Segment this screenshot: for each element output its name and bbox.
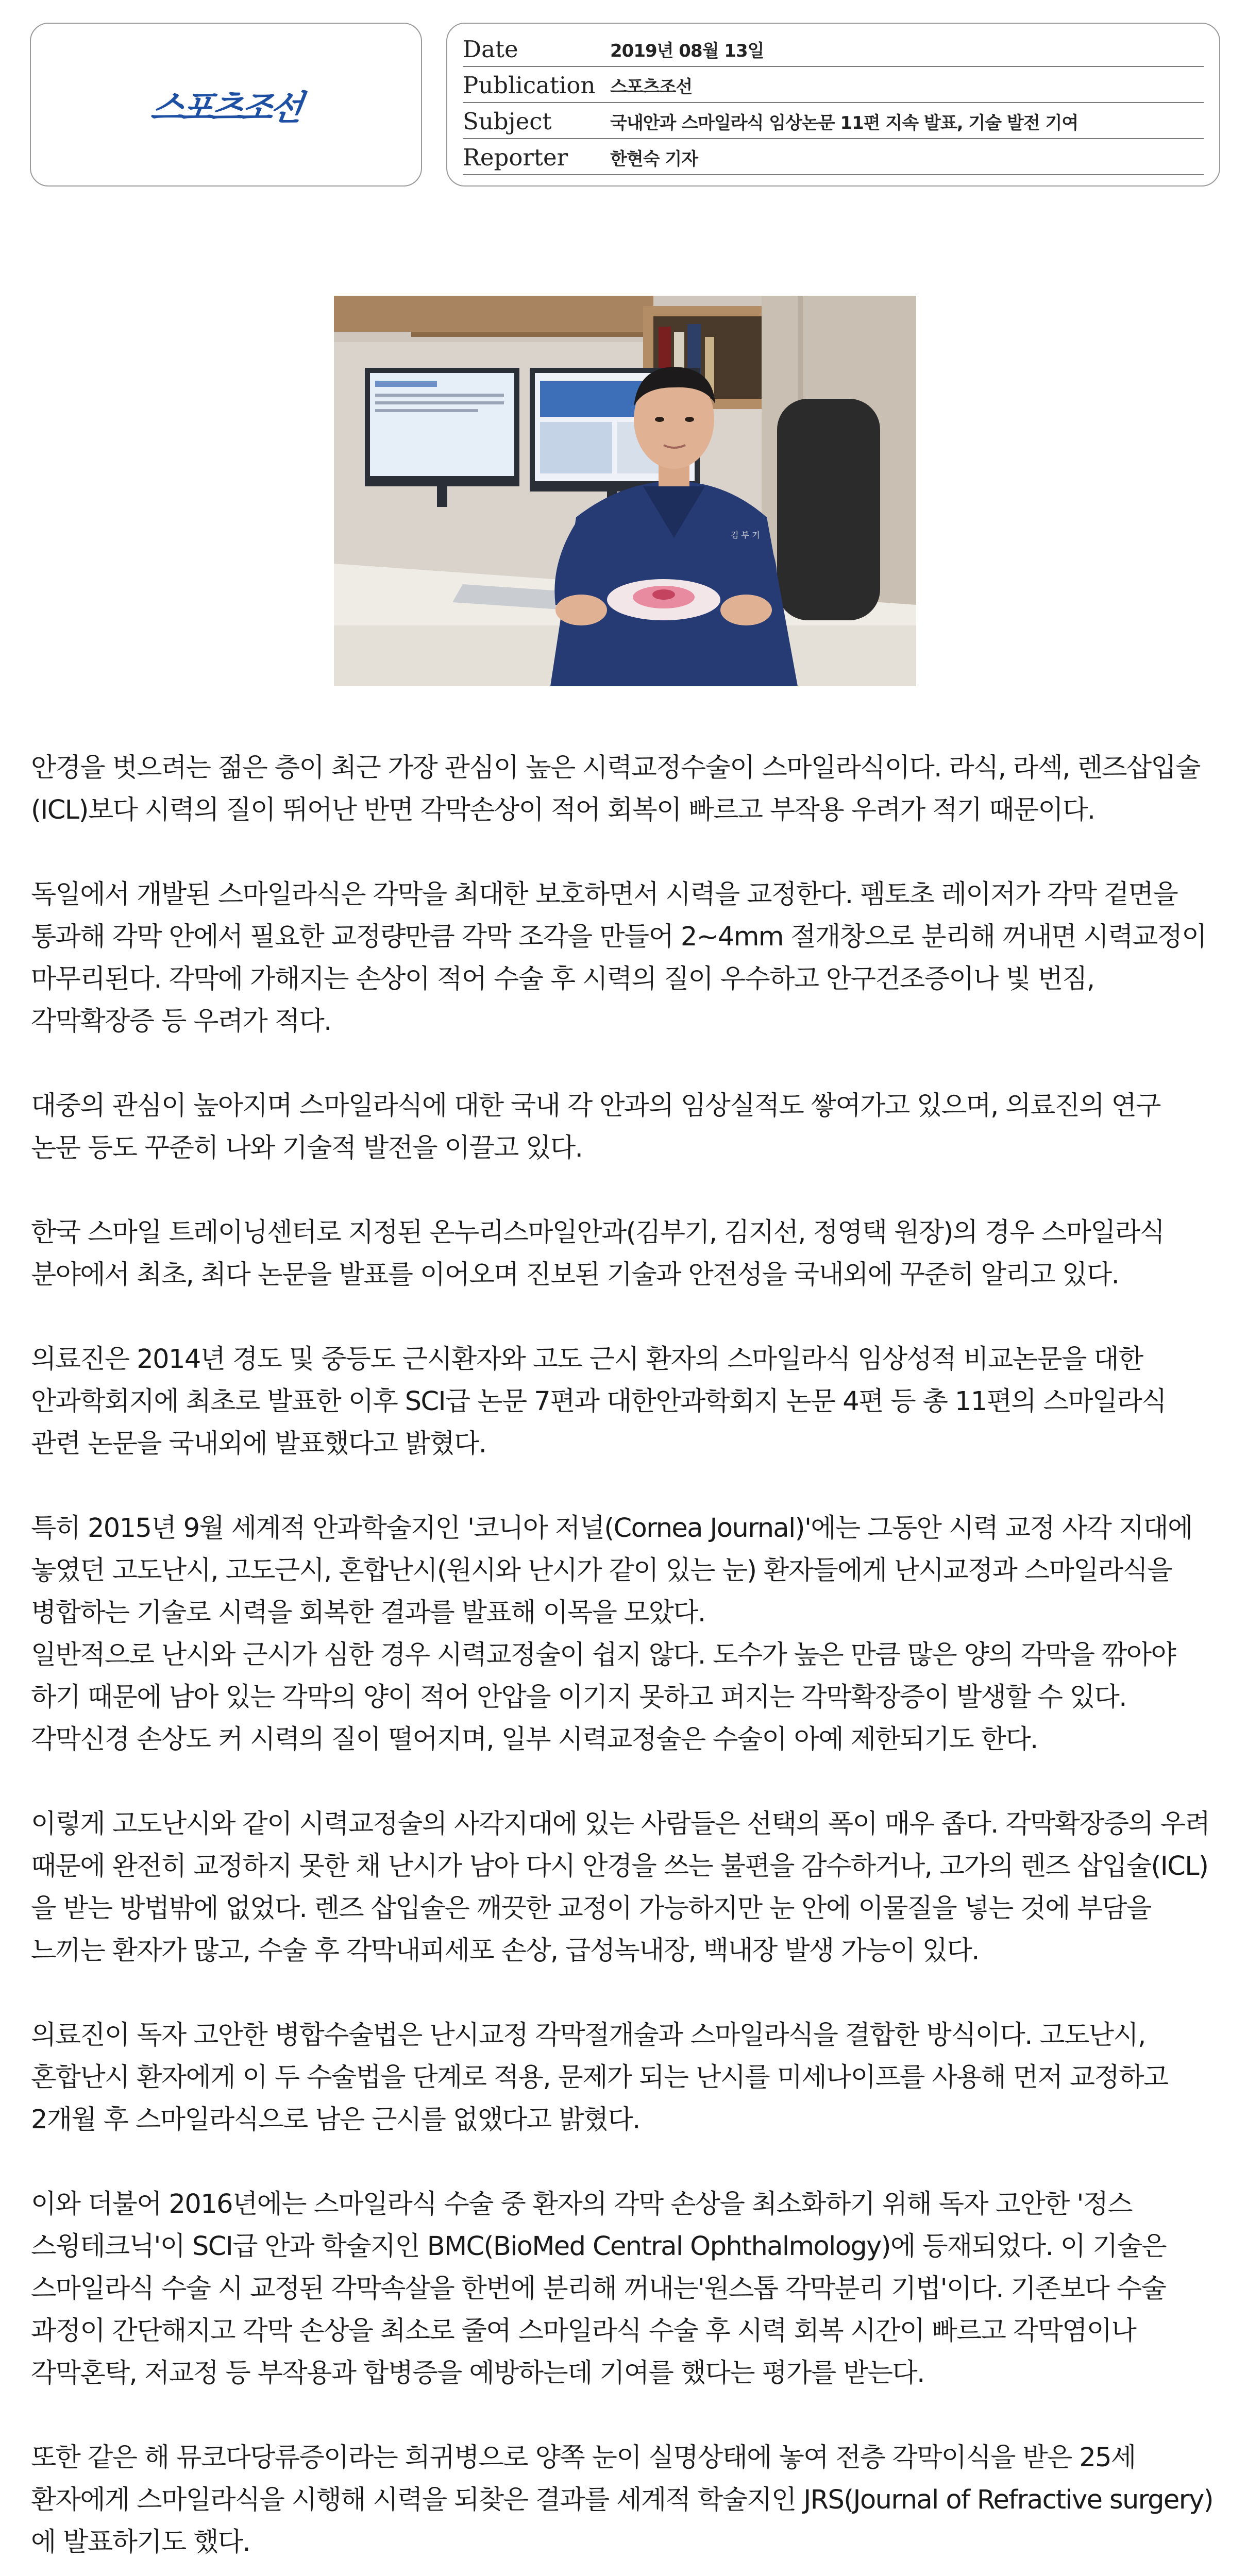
meta-row-date [463, 31, 1204, 67]
meta-row-subject [463, 103, 1204, 139]
meta-label-date: Date [463, 36, 518, 63]
article-metadata-box [446, 23, 1220, 187]
meta-value-reporter: 한현숙 기자 [610, 149, 698, 170]
article-paragraph: 안경을 벗으려는 젊은 층이 최근 가장 관심이 높은 시력교정수술이 스마일라식이다. 라식, 라섹, 렌즈삽입술(ICL)보다 시력의 질이 뛰어난 반면 각막손상이 적어 회복이 빠르고 부작용 우려가 적기 때문이다. [31, 753, 1200, 825]
meta-label-publication: Publication [463, 72, 596, 99]
article-paragraph: 일반적으로 난시와 근시가 심한 경우 시력교정술이 쉽지 않다. 도수가 높은 만큼 많은 양의 각막을 깎아야 하기 때문에 남아 있는 각막의 양이 적어 안압을 이기지 못하고 퍼지는 각막확장증이 발생할 수 있다. 각막신경 손상도 커 시력의 질이 떨어지며, 일부 시력교정술은 수술이 아예 제한되기도 한다. [31, 1640, 1183, 1755]
meta-value-subject: 국내안과 스마일라식 임상논문 11편 지속 발표, 기술 발전 기여 [610, 113, 1079, 133]
article-paragraph: 한국 스마일 트레이닝센터로 지정된 온누리스마일안과(김부기, 김지선, 정영택 원장)의 경우 스마일라식 분야에서 최초, 최다 논문을 발표를 이어오며 진보된 기술과 안전성을 국내외에 꾸준히 알리고 있다. [31, 1217, 1172, 1290]
meta-label-reporter: Reporter [463, 144, 568, 171]
meta-row-publication [463, 67, 1204, 103]
article-paragraph: 이와 더불어 2016년에는 스마일라식 수술 중 환자의 각막 손상을 최소화하기 위해 독자 고안한 '정스 스윙테크닉'이 SCI급 안과 학술지인 BMC(BioMed Central Ophthalmology)에 등재되었다. 이 기술은 스마일라식 수술 시 교정된 각막속살을 한번에 분리해 꺼내는'원스톱 각막분리 기법'이다. 기존보다 수술 과정이 간단해지고 각막 손상을 최소로 줄여 스마일라식 수술 후 시력 회복 시간이 빠르고 각막염이나 각막혼탁, 저교정 등 부작용과 합병증을 예방하는데 기여를 했다는 평가를 받는다. [31, 2189, 1174, 2388]
article-paragraph: 또한 같은 해 뮤코다당류증이라는 희귀병으로 양쪽 눈이 실명상태에 놓여 전층 각막이식을 받은 25세 환자에게 스마일라식을 시행해 시력을 되찾은 결과를 세계적 학술지인 JRS(Journal of Refractive surgery)에 발표하기도 했다. [31, 2443, 1213, 2557]
meta-label-subject: Subject [463, 108, 552, 135]
publication-logo-box [30, 23, 422, 187]
article-paragraph: 이렇게 고도난시와 같이 시력교정술의 사각지대에 있는 사람들은 선택의 폭이 매우 좁다. 각막확장증의 우려 때문에 완전히 교정하지 못한 채 난시가 남아 다시 안경을 쓰는 불편을 감수하거나, 고가의 렌즈 삽입술(ICL)을 받는 방법밖에 없었다. 렌즈 삽입술은 깨끗한 교정이 가능하지만 눈 안에 이물질을 넣는 것에 부담을 느끼는 환자가 많고, 수술 후 각막내피세포 손상, 급성녹내장, 백내장 발생 가능이 있다. [31, 1809, 1217, 1966]
article-paragraph: 대중의 관심이 높아지며 스마일라식에 대한 국내 각 안과의 임상실적도 쌓여가고 있으며, 의료진의 연구 논문 등도 꾸준히 나와 기술적 발전을 이끌고 있다. [31, 1091, 1168, 1163]
article-paragraph: 의료진은 2014년 경도 및 중등도 근시환자와 고도 근시 환자의 스마일라식 임상성적 비교논문을 대한 안과학회지에 최초로 발표한 이후 SCI급 논문 7편과 대한안과학회지 논문 4편 등 총 11편의 스마일라식 관련 논문을 국내외에 발표했다고 밝혔다. [31, 1344, 1174, 1459]
meta-row-reporter [463, 139, 1204, 175]
publication-logo: 스포츠조선 [148, 88, 303, 128]
article-paragraph: 의료진이 독자 고안한 병합수술법은 난시교정 각막절개술과 스마일라식을 결합한 방식이다. 고도난시, 혼합난시 환자에게 이 두 수술법을 단계로 적용, 문제가 되는 난시를 미세나이프를 사용해 먼저 교정하고 2개월 후 스마일라식으로 남은 근시를 없앴다고 밝혔다. [31, 2020, 1176, 2135]
article-photo [334, 296, 916, 686]
article-paragraph: 특히 2015년 9월 세계적 안과학술지인 '코니아 저널(Cornea Journal)'에는 그동안 시력 교정 사각 지대에 놓였던 고도난시, 고도근시, 혼합난시(원시와 난시가 같이 있는 눈) 환자들에게 난시교정과 스마일라식을 병합하는 기술로 시력을 회복한 결과를 발표해 이목을 모았다. [31, 1513, 1200, 1628]
article-paragraph: 독일에서 개발된 스마일라식은 각막을 최대한 보호하면서 시력을 교정한다. 펨토초 레이저가 각막 겉면을 통과해 각막 안에서 필요한 교정량만큼 각막 조각을 만들어 2~4mm 절개창으로 분리해 꺼내면 시력교정이 마무리된다. 각막에 가해지는 손상이 적어 수술 후 시력의 질이 우수하고 안구건조증이나 빛 번짐, 각막확장증 등 우려가 적다. [31, 879, 1214, 1037]
meta-value-date: 2019년 08월 13일 [610, 41, 764, 61]
name-tag: 김 부 기 [731, 530, 760, 540]
meta-divider [463, 174, 1204, 175]
doctor-photo-illustration [334, 296, 916, 686]
meta-value-publication: 스포츠조선 [610, 77, 693, 97]
article-body [31, 747, 1216, 2576]
